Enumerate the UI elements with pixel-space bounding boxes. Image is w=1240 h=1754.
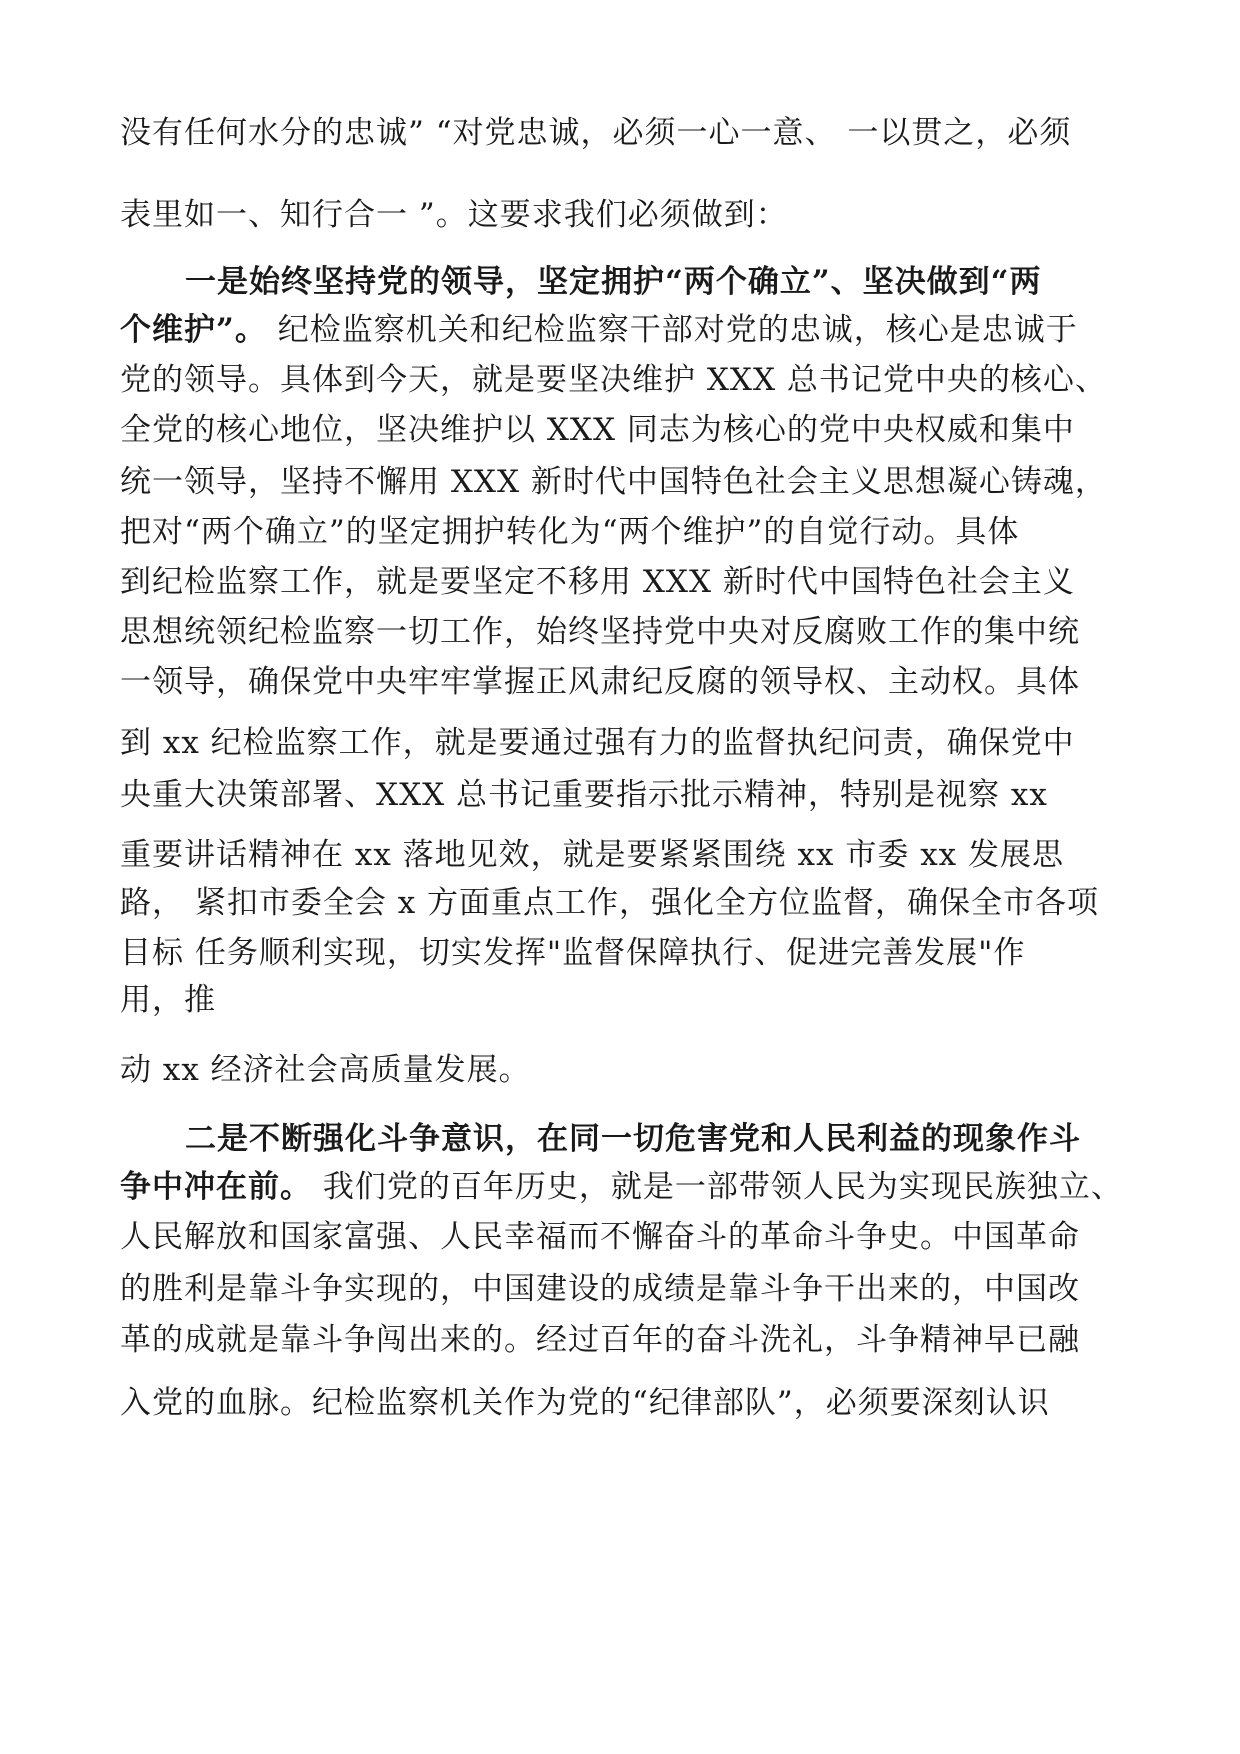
line-text: 重要讲话精神在 xx 落地见效，就是要紧紧围绕 xx 市委 xx 发展思 (120, 837, 1065, 873)
paragraph-line (120, 775, 1140, 815)
line-text: 入党的血脉。纪检监察机关作为党的“纪律部队”，必须要深刻认识 (120, 1385, 1050, 1421)
paragraph-line (120, 612, 1140, 652)
section-heading-two: 二是不断强化斗争意识，在同一切危害党和人民利益的现象作斗 (185, 1121, 1081, 1157)
paragraph-line (120, 360, 1140, 400)
line-text: 动 xx 经济社会高质量发展。 (120, 1052, 531, 1088)
line-text: 革的成就是靠斗争闯出来的。经过百年的奋斗洗礼，斗争精神早已融 (120, 1322, 1080, 1358)
heading-line (185, 262, 1140, 302)
line-text: 党的领导。具体到今天，就是要坚决维护 XXX 总书记党中央的核心、 (120, 362, 1107, 398)
line-text: 纪检监察机关和纪检监察干部对党的忠诚，核心是忠诚于 (266, 312, 1078, 348)
paragraph-line (120, 723, 1140, 763)
line-text: 目标 任务顺利实现，切实发挥"监督保障执行、促进完善发展"作 (120, 935, 1026, 971)
paragraph-line (120, 512, 1140, 552)
section-heading-one-end: 个维护”。 (120, 312, 267, 348)
paragraph-line (120, 1217, 1140, 1257)
line-text: 一领导，确保党中央牢牢掌握正风肃纪反腐的领导权、主动权。具体 (120, 664, 1080, 700)
paragraph-line (120, 1050, 1140, 1090)
paragraph-line (120, 835, 1140, 875)
line-text: 表里如一、知行合一 ”。这要求我们必须做到： (120, 197, 788, 233)
line-text: 思想统领纪检监察一切工作，始终坚持党中央对反腐败工作的集中统 (120, 614, 1080, 650)
paragraph-line (120, 1269, 1140, 1309)
line-text: 人民解放和国家富强、人民幸福而不懈奋斗的革命斗争史。中国革命 (120, 1219, 1080, 1255)
heading-line (185, 1119, 1140, 1159)
paragraph-line (120, 462, 1140, 502)
line-text: 的胜利是靠斗争实现的，中国建设的成绩是靠斗争干出来的，中国改 (120, 1271, 1080, 1307)
paragraph-line (120, 562, 1140, 602)
section-heading-two-end: 争中冲在前。 (120, 1169, 312, 1205)
line-text: 全党的核心地位，坚决维护以 XXX 同志为核心的党中央权威和集中 (120, 412, 1075, 448)
line-text: 央重大决策部署、XXX 总书记重要指示批示精神，特别是视察 xx (120, 777, 1048, 813)
line-text: 用，推 (120, 982, 216, 1018)
line-text: 统一领导，坚持不懈用 XXX 新时代中国特色社会主义思想凝心铸魂， (120, 464, 1107, 500)
line-text: 把对“两个确立”的坚定拥护转化为“两个维护”的自觉行动。具体 (120, 514, 1020, 550)
paragraph-line (120, 410, 1140, 450)
line-text: 我们党的百年历史，就是一部带领人民为实现民族独立、 (312, 1169, 1123, 1205)
paragraph-line (120, 933, 1140, 973)
paragraph-line (120, 883, 1140, 923)
paragraph-line (120, 980, 1140, 1020)
line-text: 没有任何水分的忠诚” “对党忠诚，必须一心一意、 一以贯之，必须 (120, 115, 1072, 151)
paragraph-line (120, 1383, 1140, 1423)
line-text: 路， 紧扣市委全会 x 方面重点工作，强化全方位监督，确保全市各项 (120, 885, 1100, 921)
paragraph-line (120, 310, 1140, 350)
line-text: 到纪检监察工作，就是要坚定不移用 XXX 新时代中国特色社会主义 (120, 564, 1075, 600)
line-text: 到 xx 纪检监察工作，就是要通过强有力的监督执纪问责，确保党中 (120, 725, 1075, 761)
section-heading-one: 一是始终坚持党的领导，坚定拥护“两个确立”、坚决做到“两 (185, 264, 1042, 300)
paragraph-line (120, 662, 1140, 702)
paragraph-line (120, 1167, 1140, 1207)
paragraph-line (120, 1320, 1140, 1360)
paragraph-line (120, 113, 1140, 153)
paragraph-line (120, 195, 1140, 235)
